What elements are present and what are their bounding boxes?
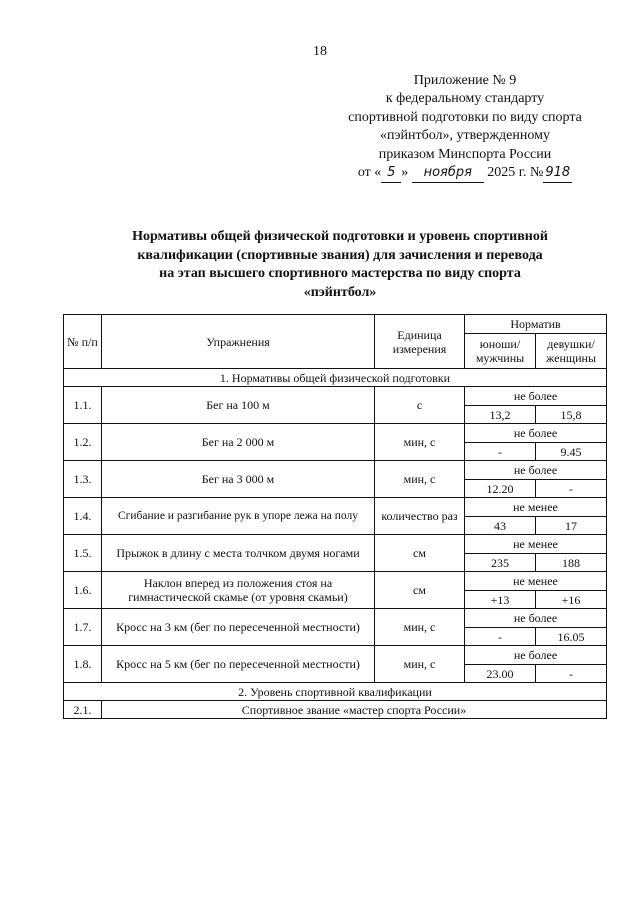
row-exercise: Сгибание и разгибание рук в упоре лежа на полу (102, 498, 375, 535)
appendix-line: к федеральному стандарту (385, 91, 545, 107)
row-qualifier: не менее (465, 572, 607, 591)
title-line: «пэйнтбол» (303, 284, 377, 300)
order-date-line (340, 164, 590, 183)
row-num: 1.7. (64, 609, 102, 646)
header-row (64, 315, 607, 334)
row-exercise: Бег на 3 000 м (102, 461, 375, 498)
date-close: » (401, 165, 409, 181)
row-unit: см (375, 572, 465, 609)
appendix-block (340, 72, 590, 183)
row-unit: мин, с (375, 646, 465, 683)
row-qualifier: не более (465, 461, 607, 480)
document-title (80, 228, 600, 302)
row-boys-value: 12.20 (465, 480, 536, 498)
row-qualifier: не менее (465, 498, 607, 517)
header-unit: Единица измерения (375, 315, 465, 369)
page-number: 18 (313, 44, 327, 59)
table-row (64, 461, 607, 480)
title-line: на этап высшего спортивного мастерства по виду спорта (159, 266, 521, 282)
appendix-line: «пэйнтбол», утвержденному (380, 128, 550, 144)
row-exercise: Спортивное звание «мастер спорта России» (102, 701, 607, 719)
row-boys-value: 13,2 (465, 406, 536, 424)
row-girls-value: 16.05 (536, 628, 607, 646)
row-girls-value: - (536, 665, 607, 683)
title-line: квалификации (спортивные звания) для зачисления и перевода (137, 247, 543, 263)
row-unit: мин, с (375, 424, 465, 461)
row-unit: количество раз (375, 498, 465, 535)
header-boys: юноши/ мужчины (465, 334, 536, 369)
header-norm: Норматив (465, 315, 607, 334)
handwritten-month: ноября (412, 164, 484, 183)
row-qualifier: не более (465, 646, 607, 665)
table-row (64, 498, 607, 517)
row-boys-value: - (465, 628, 536, 646)
handwritten-day: 5 (381, 164, 401, 183)
section-title: 2. Уровень спортивной квалификации (64, 683, 607, 701)
section-title: 1. Нормативы общей физической подготовки (64, 369, 607, 387)
table-row (64, 535, 607, 554)
appendix-line: Приложение № 9 (413, 73, 517, 88)
row-exercise: Кросс на 5 км (бег по пересеченной местности) (102, 646, 375, 683)
row-qualifier: не более (465, 609, 607, 628)
row-girls-value: 17 (536, 517, 607, 535)
row-qualifier: не менее (465, 535, 607, 554)
row-boys-value: - (465, 443, 536, 461)
row-girls-value: 9.45 (536, 443, 607, 461)
header-girls: девушки/ женщины (536, 334, 607, 369)
table-row (64, 646, 607, 665)
table-row (64, 701, 607, 719)
row-num: 1.4. (64, 498, 102, 535)
handwritten-order-number: 918 (543, 164, 572, 183)
date-year: 2025 г. № (487, 165, 544, 181)
table-row (64, 609, 607, 628)
row-qualifier: не более (465, 387, 607, 406)
row-boys-value: 23.00 (465, 665, 536, 683)
row-num: 1.6. (64, 572, 102, 609)
row-girls-value: 188 (536, 554, 607, 572)
row-num: 1.1. (64, 387, 102, 424)
title-line: Нормативы общей физической подготовки и уровень спортивной (132, 229, 548, 244)
row-num: 1.8. (64, 646, 102, 683)
row-boys-value: 43 (465, 517, 536, 535)
row-girls-value: +16 (536, 591, 607, 609)
appendix-line: спортивной подготовки по виду спорта (348, 109, 582, 125)
appendix-line: приказом Минспорта России (378, 146, 552, 162)
row-exercise: Бег на 100 м (102, 387, 375, 424)
row-num: 1.5. (64, 535, 102, 572)
header-num: № п/п (64, 315, 102, 369)
row-qualifier: не более (465, 424, 607, 443)
row-girls-value: - (536, 480, 607, 498)
row-exercise: Прыжок в длину с места толчком двумя ногами (102, 535, 375, 572)
row-num: 1.2. (64, 424, 102, 461)
row-exercise: Бег на 2 000 м (102, 424, 375, 461)
section-row (64, 683, 607, 701)
date-prefix: от « (357, 165, 382, 181)
table-row (64, 572, 607, 591)
section-row (64, 369, 607, 387)
row-boys-value: +13 (465, 591, 536, 609)
norms-table (63, 314, 607, 719)
row-exercise: Кросс на 3 км (бег по пересеченной местности) (102, 609, 375, 646)
row-unit: мин, с (375, 609, 465, 646)
row-num: 1.3. (64, 461, 102, 498)
table-row (64, 424, 607, 443)
row-unit: см (375, 535, 465, 572)
row-unit: мин, с (375, 461, 465, 498)
row-exercise: Наклон вперед из положения стоя на гимнастической скамье (от уровня скамьи) (102, 572, 375, 609)
row-num: 2.1. (64, 701, 102, 719)
row-girls-value: 15,8 (536, 406, 607, 424)
header-exercise: Упражнения (102, 315, 375, 369)
row-unit: с (375, 387, 465, 424)
row-boys-value: 235 (465, 554, 536, 572)
table-row (64, 387, 607, 406)
